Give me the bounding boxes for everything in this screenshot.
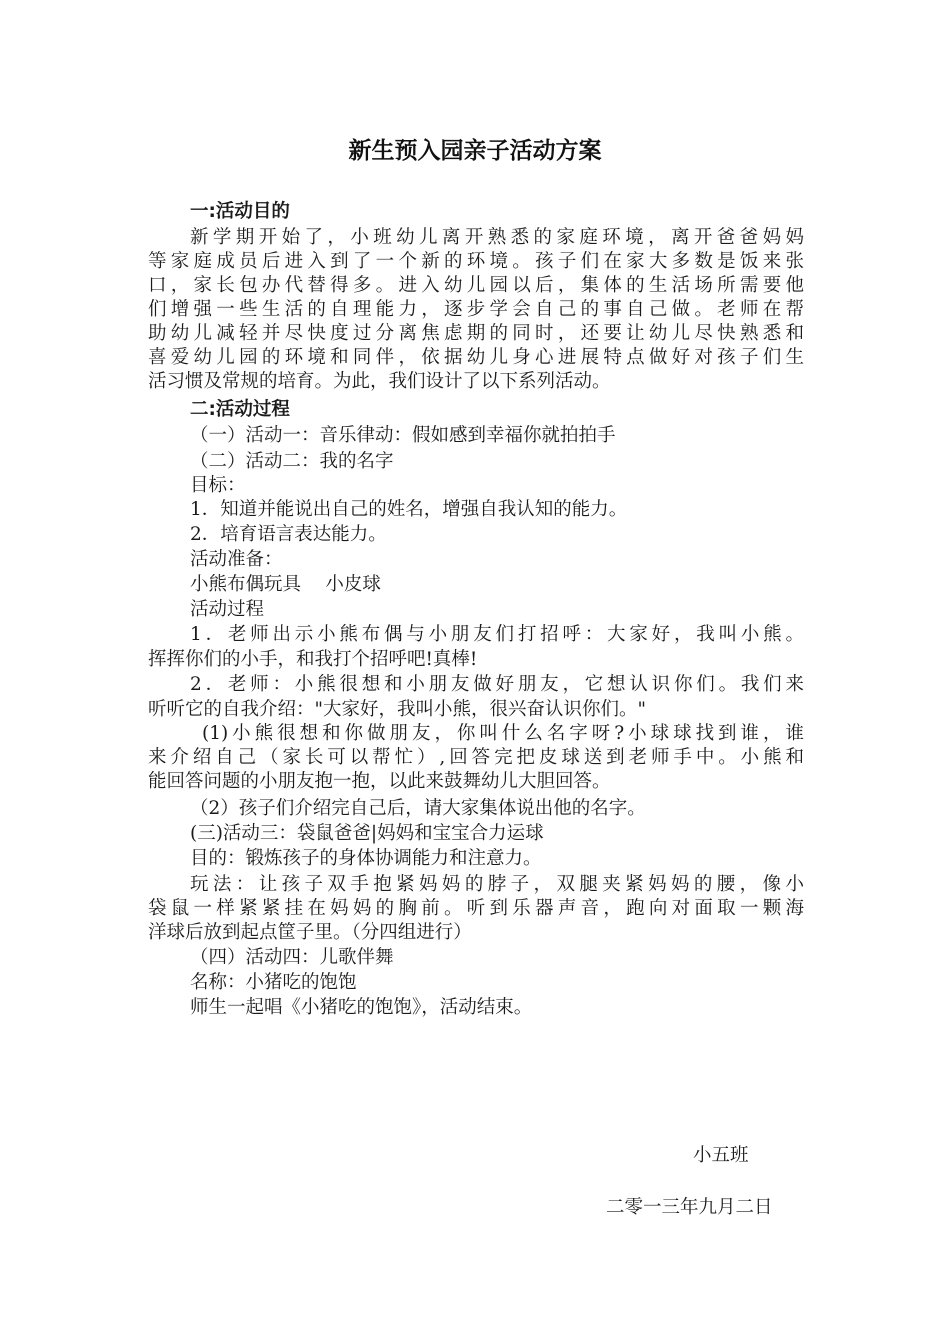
purpose-text: 目的：锻炼孩子的身体协调能力和注意力。 [190,848,542,869]
goal-paragraph-line: 喜爱幼儿园的环境和同伴，依据幼儿身心进展特点做好对孩子们生 [148,347,804,368]
signature-class: 小五班 [693,1145,749,1166]
prep-label: 活动准备： [190,549,283,570]
sub-step-line: (1)小熊很想和你做朋友，你叫什么名字呀?小球球找到谁，谁 [202,723,804,744]
prep-items: 小熊布偶玩具 小皮球 [190,574,381,595]
goal-paragraph-line: 新学期开始了，小班幼儿离开熟悉的家庭环境，离开爸爸妈妈 [190,227,804,248]
activity-one: （一）活动一：音乐律动：假如感到幸福你就拍拍手 [190,425,616,446]
sub-step-line: 能回答问题的小朋友抱一抱，以此来鼓舞幼儿大胆回答。 [148,771,611,792]
goal-paragraph-line: 口，家长包办代替得多。进入幼儿园以后，集体的生活场所需要他 [148,275,804,296]
target-item: 2．培育语言表达能力。 [190,524,387,545]
closing-line: 师生一起唱《小猪吃的饱饱》，活动结束。 [190,997,533,1018]
step-two-line: 听听它的自我介绍："大家好，我叫小熊，很兴奋认识你们。" [148,699,647,720]
step-one-line: 1．老师出示小熊布偶与小朋友们打招呼：大家好，我叫小熊。 [190,624,804,645]
play-rule-line: 袋鼠一样紧紧挂在妈妈的胸前。听到乐器声音，跑向对面取一颗海 [148,898,804,919]
song-name: 名称：小猪吃的饱饱 [190,972,357,993]
activity-four: （四）活动四：儿歌伴舞 [190,947,394,968]
sub-step-line: 来介绍自己（家长可以帮忙）,回答完把皮球送到老师手中。小熊和 [148,747,804,768]
target-item: 1．知道并能说出自己的姓名，增强自我认知的能力。 [190,499,628,520]
play-rule-line: 玩法：让孩子双手抱紧妈妈的脖子，双腿夹紧妈妈的腰，像小 [190,874,804,895]
activity-two: （二）活动二：我的名字 [190,451,394,472]
process-heading: 二:活动过程 [190,399,290,420]
process-label: 活动过程 [190,599,265,620]
play-rule-line: 洋球后放到起点筐子里。（分四组进行） [148,922,472,943]
goal-paragraph-line: 活习惯及常规的培育。为此，我们设计了以下系列活动。 [148,371,611,392]
goal-paragraph-line: 等家庭成员后进入到了一个新的环境。孩子们在家大多数是饭来张 [148,251,804,272]
signature-date: 二零一三年九月二日 [606,1197,773,1218]
sub-step-two: （2）孩子们介绍完自己后，请大家集体说出他的名字。 [190,798,646,819]
activity-three: (三)活动三：袋鼠爸爸|妈妈和宝宝合力运球 [190,823,544,844]
step-two-line: 2．老师：小熊很想和小朋友做好朋友，它想认识你们。我们来 [190,674,804,695]
goal-heading: 一:活动目的 [190,201,290,222]
goal-paragraph-line: 助幼儿减轻并尽快度过分离焦虑期的同时，还要让幼儿尽快熟悉和 [148,323,804,344]
target-label: 目标： [190,475,246,496]
goal-paragraph-line: 们增强一些生活的自理能力，逐步学会自己的事自己做。老师在帮 [148,299,804,320]
step-one-line: 挥挥你们的小手，和我打个招呼吧!真棒! [148,649,478,670]
document-title: 新生预入园亲子活动方案 [348,137,602,164]
